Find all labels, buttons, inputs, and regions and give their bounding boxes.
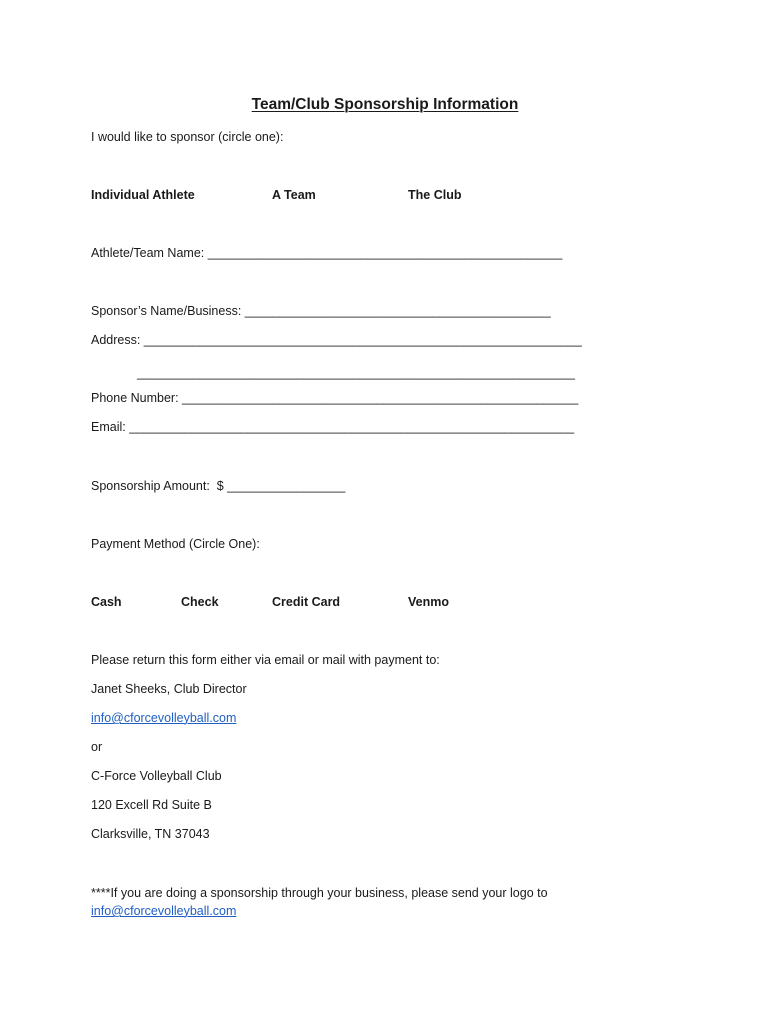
contact-city: Clarksville, TN 37043 [91,827,210,841]
page-title: Team/Club Sponsorship Information [251,96,519,113]
payment-option-venmo[interactable]: Venmo [408,595,449,609]
address-line2-field[interactable]: _______________________________________________________________ [137,366,575,380]
payment-option-credit-card[interactable]: Credit Card [272,595,341,609]
contact-or: or [91,740,103,754]
payment-option-cash[interactable]: Cash [91,595,122,609]
option-the-club[interactable]: The Club [408,188,462,202]
sponsor-intro: I would like to sponsor (circle one): [91,130,284,144]
sponsor-name-field[interactable]: Sponsor’s Name/Business: ____________________________________________ [91,304,551,318]
contact-email-link[interactable]: info@cforcevolleyball.com [91,711,237,725]
option-individual-athlete[interactable]: Individual Athlete [91,188,195,202]
contact-street: 120 Excell Rd Suite B [91,798,212,812]
contact-name: Janet Sheeks, Club Director [91,682,247,696]
phone-field[interactable]: Phone Number: _________________________________________________________ [91,391,579,405]
return-instructions: Please return this form either via email or mail with payment to: [91,653,440,667]
sponsorship-amount-field[interactable]: Sponsorship Amount: $ _________________ [91,479,346,493]
footer-note: ****If you are doing a sponsorship through your business, please send your logo to [91,886,548,900]
footer-email-link[interactable]: info@cforcevolleyball.com [91,904,237,918]
athlete-team-name-field[interactable]: Athlete/Team Name: ___________________________________________________ [91,246,563,260]
contact-org: C-Force Volleyball Club [91,769,222,783]
email-field[interactable]: Email: ________________________________________________________________ [91,420,575,434]
option-a-team[interactable]: A Team [272,188,316,202]
address-field[interactable]: Address: _______________________________________________________________ [91,333,582,347]
payment-option-check[interactable]: Check [181,595,219,609]
payment-method-label: Payment Method (Circle One): [91,537,260,551]
